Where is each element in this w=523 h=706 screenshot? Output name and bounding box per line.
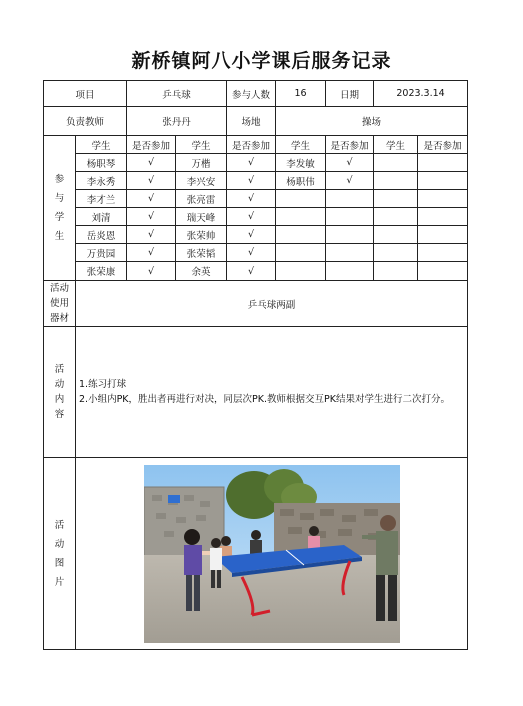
attend-mark: [418, 262, 468, 281]
page-title: 新桥镇阿八小学课后服务记录: [131, 50, 392, 72]
photo-cell: [76, 458, 468, 650]
activity-photo: [144, 465, 400, 643]
student-name: 张荣韬: [176, 244, 227, 262]
attend-mark: √: [227, 208, 276, 226]
date-label: 日期: [326, 81, 374, 107]
student-name: 张亮雷: [176, 190, 227, 208]
participant-row: [44, 190, 468, 208]
attend-mark: [418, 154, 468, 172]
info-row-1: [44, 81, 468, 107]
col-attend-4: 是否参加: [418, 136, 468, 154]
student-name: 刘清: [76, 208, 127, 226]
photo-row: [44, 458, 468, 650]
participant-row: [44, 208, 468, 226]
attend-mark: [326, 226, 374, 244]
student-name: [374, 154, 418, 172]
student-name: [374, 244, 418, 262]
attend-mark: √: [227, 154, 276, 172]
project-value: 乒乓球: [127, 81, 227, 107]
info-row-2: [44, 107, 468, 136]
student-name: [374, 226, 418, 244]
attend-mark: √: [227, 172, 276, 190]
attend-mark: √: [326, 172, 374, 190]
col-student-3: 学生: [276, 136, 326, 154]
attend-mark: √: [227, 226, 276, 244]
col-attend-1: 是否参加: [127, 136, 176, 154]
student-name: 李兴安: [176, 172, 227, 190]
col-student-2: 学生: [176, 136, 227, 154]
attend-mark: [326, 190, 374, 208]
attend-mark: [418, 208, 468, 226]
participant-row: [44, 262, 468, 281]
photo-label: 活动图片: [44, 458, 76, 650]
attend-mark: √: [127, 262, 176, 281]
participant-row: [44, 244, 468, 262]
participants-label: 参与学生: [44, 136, 76, 281]
col-student-4: 学生: [374, 136, 418, 154]
attend-mark: √: [326, 154, 374, 172]
col-attend-3: 是否参加: [326, 136, 374, 154]
teacher-label: 负责教师: [44, 107, 127, 136]
student-name: [276, 208, 326, 226]
attend-mark: [326, 208, 374, 226]
participant-row: [44, 172, 468, 190]
content-line-2: 2.小组内PK，胜出者再进行对决，同层次PK.教师根据交互PK结果对学生进行二次打分。: [79, 394, 450, 405]
student-name: 万楷: [176, 154, 227, 172]
equipment-value: 乒乓球两副: [76, 281, 468, 327]
student-name: 岳炎恩: [76, 226, 127, 244]
student-name: [374, 190, 418, 208]
student-name: 李发敏: [276, 154, 326, 172]
attend-mark: √: [127, 172, 176, 190]
content-row: [44, 327, 468, 458]
student-name: 杨职伟: [276, 172, 326, 190]
attend-mark: √: [127, 190, 176, 208]
student-name: 李永秀: [76, 172, 127, 190]
attend-mark: √: [127, 244, 176, 262]
teacher-value: 张丹丹: [127, 107, 227, 136]
content-text: [76, 327, 468, 458]
student-name: 张荣帅: [176, 226, 227, 244]
attend-mark: [326, 244, 374, 262]
student-name: [276, 190, 326, 208]
student-name: 杨职琴: [76, 154, 127, 172]
venue-value: 操场: [276, 107, 468, 136]
attend-mark: [326, 262, 374, 281]
project-label: 项目: [44, 81, 127, 107]
content-label: 活动内容: [44, 327, 76, 458]
count-value: 16: [276, 81, 326, 107]
participants-header-row: [44, 136, 468, 154]
participant-row: [44, 226, 468, 244]
attend-mark: [418, 190, 468, 208]
attend-mark: √: [127, 154, 176, 172]
student-name: [276, 226, 326, 244]
student-name: 余英: [176, 262, 227, 281]
student-name: 万贵园: [76, 244, 127, 262]
equipment-row: [44, 281, 468, 327]
col-student-1: 学生: [76, 136, 127, 154]
student-name: [374, 262, 418, 281]
equipment-label: 活动使用器材: [44, 281, 76, 327]
student-name: 张荣康: [76, 262, 127, 281]
attend-mark: √: [227, 262, 276, 281]
attend-mark: √: [127, 208, 176, 226]
attend-mark: [418, 172, 468, 190]
count-label: 参与人数: [227, 81, 276, 107]
student-name: [276, 262, 326, 281]
date-value: 2023.3.14: [374, 81, 468, 107]
attend-mark: √: [127, 226, 176, 244]
content-line-1: 1.练习打球: [79, 379, 127, 390]
attend-mark: [418, 226, 468, 244]
student-name: [374, 208, 418, 226]
student-name: 瑞天峰: [176, 208, 227, 226]
attend-mark: [418, 244, 468, 262]
attend-mark: √: [227, 244, 276, 262]
student-name: [276, 244, 326, 262]
student-name: [374, 172, 418, 190]
student-name: 李才兰: [76, 190, 127, 208]
record-table: [43, 80, 468, 650]
participant-row: [44, 154, 468, 172]
venue-label: 场地: [227, 107, 276, 136]
attend-mark: √: [227, 190, 276, 208]
col-attend-2: 是否参加: [227, 136, 276, 154]
